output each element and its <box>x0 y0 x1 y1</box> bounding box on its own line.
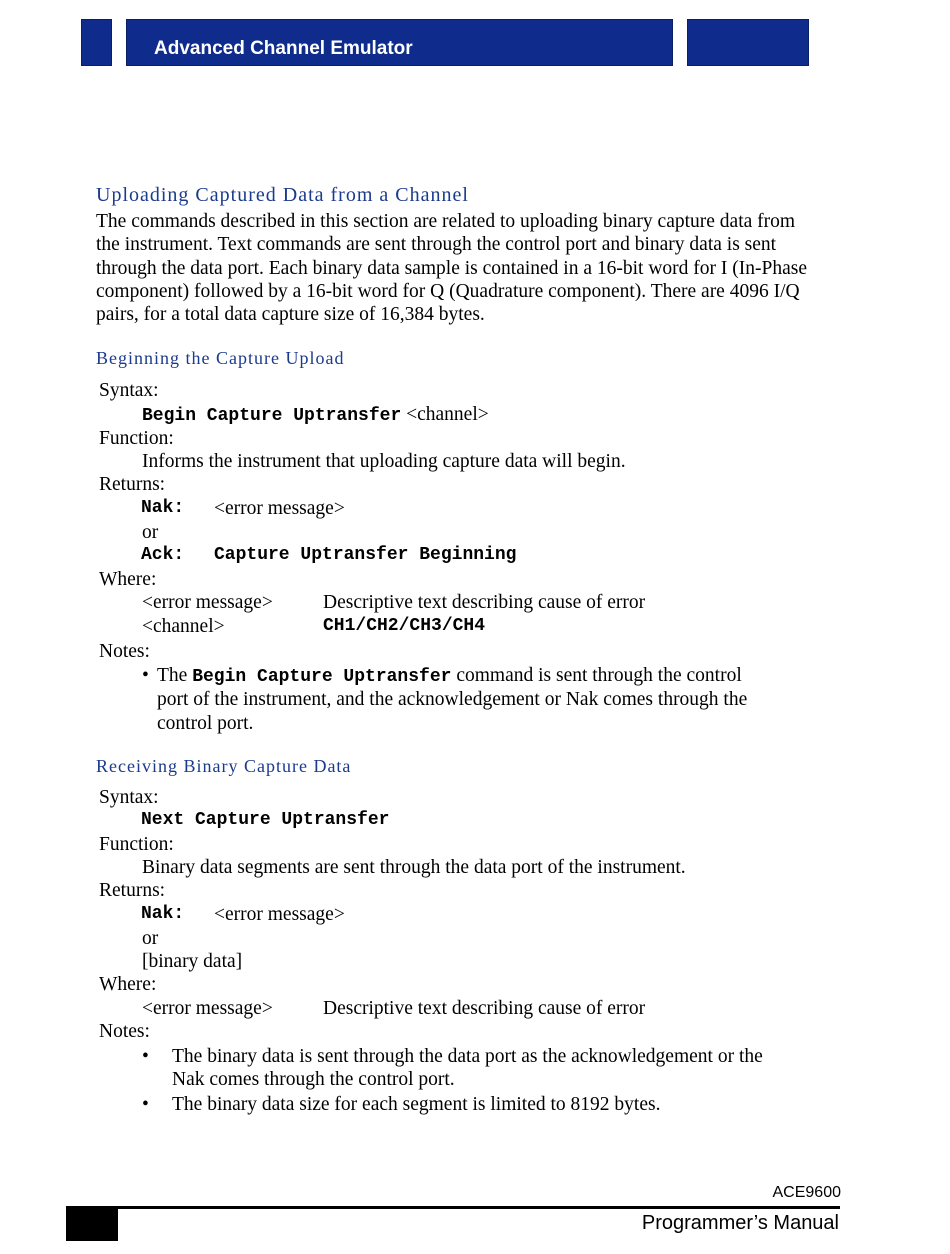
note-line: Nak comes through the control port. <box>172 1069 455 1090</box>
syntax-line <box>142 403 489 428</box>
syntax-label: Syntax: <box>99 787 159 808</box>
where-desc: Descriptive text describing cause of error <box>323 998 646 1019</box>
bullet-icon: • <box>142 665 149 686</box>
note-line <box>157 664 742 689</box>
binary-data-text: [binary data] <box>142 951 243 972</box>
where-desc: Descriptive text describing cause of error <box>323 592 646 613</box>
where-term: <error message> <box>142 592 273 613</box>
returns-label: Returns: <box>99 474 166 495</box>
note-line: port of the instrument, and the acknowledgement or Nak comes through the <box>157 689 748 710</box>
where-desc: CH1/CH2/CH3/CH4 <box>323 616 486 636</box>
syntax-argument: <channel> <box>406 404 489 425</box>
header-right-block <box>687 19 809 66</box>
footer-model: ACE9600 <box>772 1184 841 1201</box>
bullet-icon: • <box>142 1094 149 1115</box>
notes-label: Notes: <box>99 1021 150 1042</box>
section-title: Uploading Captured Data from a Channel <box>96 184 469 206</box>
syntax-command: Begin Capture Uptransfer <box>142 406 402 426</box>
note-prefix: The <box>157 665 188 686</box>
footer-page-block <box>66 1209 118 1241</box>
note-line: The binary data is sent through the data port as the acknowledgement or the <box>172 1046 763 1067</box>
syntax-label: Syntax: <box>99 380 159 401</box>
bullet-icon: • <box>142 1046 149 1067</box>
note-command: Begin Capture Uptransfer <box>192 667 452 687</box>
ack-value: Capture Uptransfer Beginning <box>214 545 517 565</box>
footer-rule <box>66 1206 840 1209</box>
header-title-bar <box>126 19 673 66</box>
returns-label: Returns: <box>99 880 166 901</box>
function-text: Binary data segments are sent through the data port of the instrument. <box>142 857 686 878</box>
nak-label: Nak: <box>141 498 185 518</box>
note-line: control port. <box>157 713 254 734</box>
header-title: Advanced Channel Emulator <box>154 38 413 59</box>
section-paragraph: The commands described in this section are related to uploading binary capture data from the instrument. Text commands are sent through the control port and binary data is sent through the data port. Each binary data sample is contained in a 16-bit word for I (In-Phase component) followed by a 16-bit word for Q (Quadrature component). There are 4096 I/Q pairs, for a total data capture size of 16,384 bytes. <box>96 211 807 326</box>
note-line: The binary data size for each segment is limited to 8192 bytes. <box>172 1094 661 1115</box>
or-text: or <box>142 928 159 949</box>
or-text: or <box>142 522 159 543</box>
where-term: <error message> <box>142 998 273 1019</box>
subsection-title-receive: Receiving Binary Capture Data <box>96 756 352 776</box>
note-rest: command is sent through the control <box>456 665 742 686</box>
where-label: Where: <box>99 569 157 590</box>
footer-manual-title: Programmer’s Manual <box>641 1212 839 1234</box>
function-text: Informs the instrument that uploading capture data will begin. <box>142 451 626 472</box>
function-label: Function: <box>99 834 174 855</box>
where-label: Where: <box>99 974 157 995</box>
subsection-title-begin: Beginning the Capture Upload <box>96 348 345 368</box>
nak-label: Nak: <box>141 904 185 924</box>
where-term: <channel> <box>142 616 225 637</box>
syntax-command: Next Capture Uptransfer <box>141 810 390 830</box>
ack-label: Ack: <box>141 545 185 565</box>
nak-value: <error message> <box>214 498 345 519</box>
header-left-block <box>81 19 112 66</box>
nak-value: <error message> <box>214 904 345 925</box>
function-label: Function: <box>99 428 174 449</box>
notes-label: Notes: <box>99 641 150 662</box>
